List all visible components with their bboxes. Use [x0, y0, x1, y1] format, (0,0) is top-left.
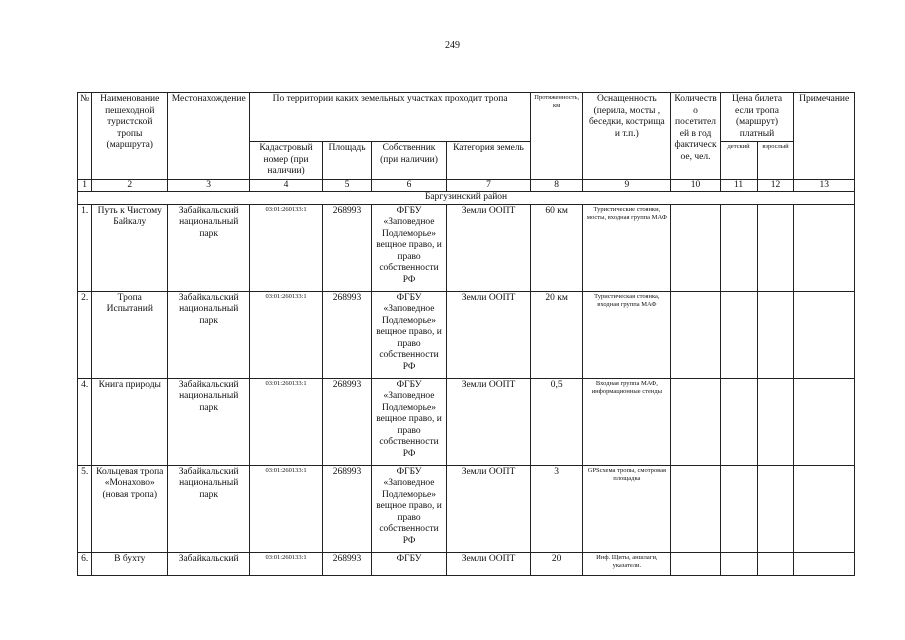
row-area: 268993	[322, 552, 371, 575]
row-num: 5.	[78, 465, 92, 552]
row-visitors	[671, 378, 720, 465]
row-length: 20 км	[531, 291, 583, 378]
row-price-adult	[757, 552, 794, 575]
row-length: 20	[531, 552, 583, 575]
header-location: Местонахождение	[168, 93, 250, 180]
row-name: Кольцевая тропа «Монахово» (новая тропа)	[92, 465, 168, 552]
row-area: 268993	[322, 378, 371, 465]
row-price-child	[720, 291, 757, 378]
region-name: Баргузинский район	[78, 192, 855, 205]
row-location: Забайкальский национальный парк	[168, 378, 250, 465]
table-row	[78, 291, 855, 378]
header-owner: Собственник (при наличии)	[372, 142, 447, 180]
row-price-child	[720, 552, 757, 575]
row-cadastral: 03:01:260133:1	[250, 378, 323, 465]
header-child: детский	[720, 142, 757, 180]
row-owner: ФГБУ «Заповедное Подлеморье» вещное право, и право собственности РФ	[372, 291, 447, 378]
row-owner: ФГБУ «Заповедное Подлеморье» вещное право, и право собственности РФ	[372, 204, 447, 291]
header-cadastral: Кадастровый номер (при наличии)	[250, 142, 323, 180]
row-num: 6.	[78, 552, 92, 575]
row-equipment: Входная группа МАФ, информационные стенды	[583, 378, 671, 465]
row-visitors	[671, 465, 720, 552]
header-name: Наименование пешеходной туристской тропы (маршрута)	[92, 93, 168, 180]
header-land-plots: По территории каких земельных участках проходит тропа	[250, 93, 531, 142]
table-row	[78, 378, 855, 465]
col-number: 13	[794, 179, 855, 192]
row-length: 3	[531, 465, 583, 552]
header-area: Площадь	[322, 142, 371, 180]
row-category: Земли ООПТ	[446, 378, 530, 465]
col-number: 10	[671, 179, 720, 192]
col-number: 2	[92, 179, 168, 192]
header-num: №	[78, 93, 92, 180]
row-visitors	[671, 552, 720, 575]
row-equipment: GPSсхема тропы, смотровая площадка	[583, 465, 671, 552]
trails-table	[77, 92, 855, 576]
row-category: Земли ООПТ	[446, 552, 530, 575]
row-note	[794, 378, 855, 465]
header-adult: взрослый	[757, 142, 794, 180]
header-equipment: Оснащенность (перила, мосты , беседки, кострища и т.п.)	[583, 93, 671, 180]
table-row	[78, 552, 855, 575]
table-row	[78, 465, 855, 552]
col-number: 3	[168, 179, 250, 192]
row-note	[794, 552, 855, 575]
row-cadastral: 03:01:260133:1	[250, 552, 323, 575]
row-equipment: Туристическая стоянка, входная группа МАФ	[583, 291, 671, 378]
column-numbers-row	[78, 179, 855, 192]
header-price: Цена билета если тропа (маршрут) платный	[720, 93, 794, 142]
row-location: Забайкальский национальный парк	[168, 291, 250, 378]
row-name: Книга природы	[92, 378, 168, 465]
row-cadastral: 03:01:260133:1	[250, 291, 323, 378]
row-cadastral: 03:01:260133:1	[250, 465, 323, 552]
col-number: 8	[531, 179, 583, 192]
row-num: 2.	[78, 291, 92, 378]
col-number: 12	[757, 179, 794, 192]
row-equipment: Инф. Щиты, аншлаги, указатели.	[583, 552, 671, 575]
row-owner: ФГБУ	[372, 552, 447, 575]
page-number: 249	[445, 40, 460, 51]
row-name: Путь к Чистому Байкалу	[92, 204, 168, 291]
header-category: Категория земель	[446, 142, 530, 180]
row-name: В бухту	[92, 552, 168, 575]
row-visitors	[671, 204, 720, 291]
row-visitors	[671, 291, 720, 378]
row-note	[794, 465, 855, 552]
region-row	[78, 192, 855, 205]
row-price-child	[720, 465, 757, 552]
col-number: 9	[583, 179, 671, 192]
row-name: Тропа Испытаний	[92, 291, 168, 378]
col-number: 5	[322, 179, 371, 192]
col-number: 7	[446, 179, 530, 192]
row-cadastral: 03:01:260133:1	[250, 204, 323, 291]
row-price-adult	[757, 378, 794, 465]
row-owner: ФГБУ «Заповедное Подлеморье» вещное право, и право собственности РФ	[372, 378, 447, 465]
col-number: 1	[78, 179, 92, 192]
row-owner: ФГБУ «Заповедное Подлеморье» вещное право, и право собственности РФ	[372, 465, 447, 552]
row-area: 268993	[322, 291, 371, 378]
row-category: Земли ООПТ	[446, 465, 530, 552]
row-price-adult	[757, 291, 794, 378]
row-category: Земли ООПТ	[446, 291, 530, 378]
row-location: Забайкальский	[168, 552, 250, 575]
row-price-adult	[757, 465, 794, 552]
header-row-1	[78, 93, 855, 142]
row-length: 0,5	[531, 378, 583, 465]
row-price-child	[720, 204, 757, 291]
row-area: 268993	[322, 204, 371, 291]
row-category: Земли ООПТ	[446, 204, 530, 291]
table-row	[78, 204, 855, 291]
row-length: 60 км	[531, 204, 583, 291]
header-visitors: Количество посетителей в год фактическое, чел.	[671, 93, 720, 180]
row-note	[794, 291, 855, 378]
row-area: 268993	[322, 465, 371, 552]
row-equipment: Туристические стоянки, мосты, входная группа МАФ	[583, 204, 671, 291]
row-location: Забайкальский национальный парк	[168, 204, 250, 291]
row-location: Забайкальский национальный парк	[168, 465, 250, 552]
row-price-child	[720, 378, 757, 465]
row-num: 1.	[78, 204, 92, 291]
header-note: Примечание	[794, 93, 855, 180]
row-num: 4.	[78, 378, 92, 465]
col-number: 6	[372, 179, 447, 192]
row-price-adult	[757, 204, 794, 291]
row-note	[794, 204, 855, 291]
header-length: Протяженность, км	[531, 93, 583, 180]
col-number: 11	[720, 179, 757, 192]
col-number: 4	[250, 179, 323, 192]
